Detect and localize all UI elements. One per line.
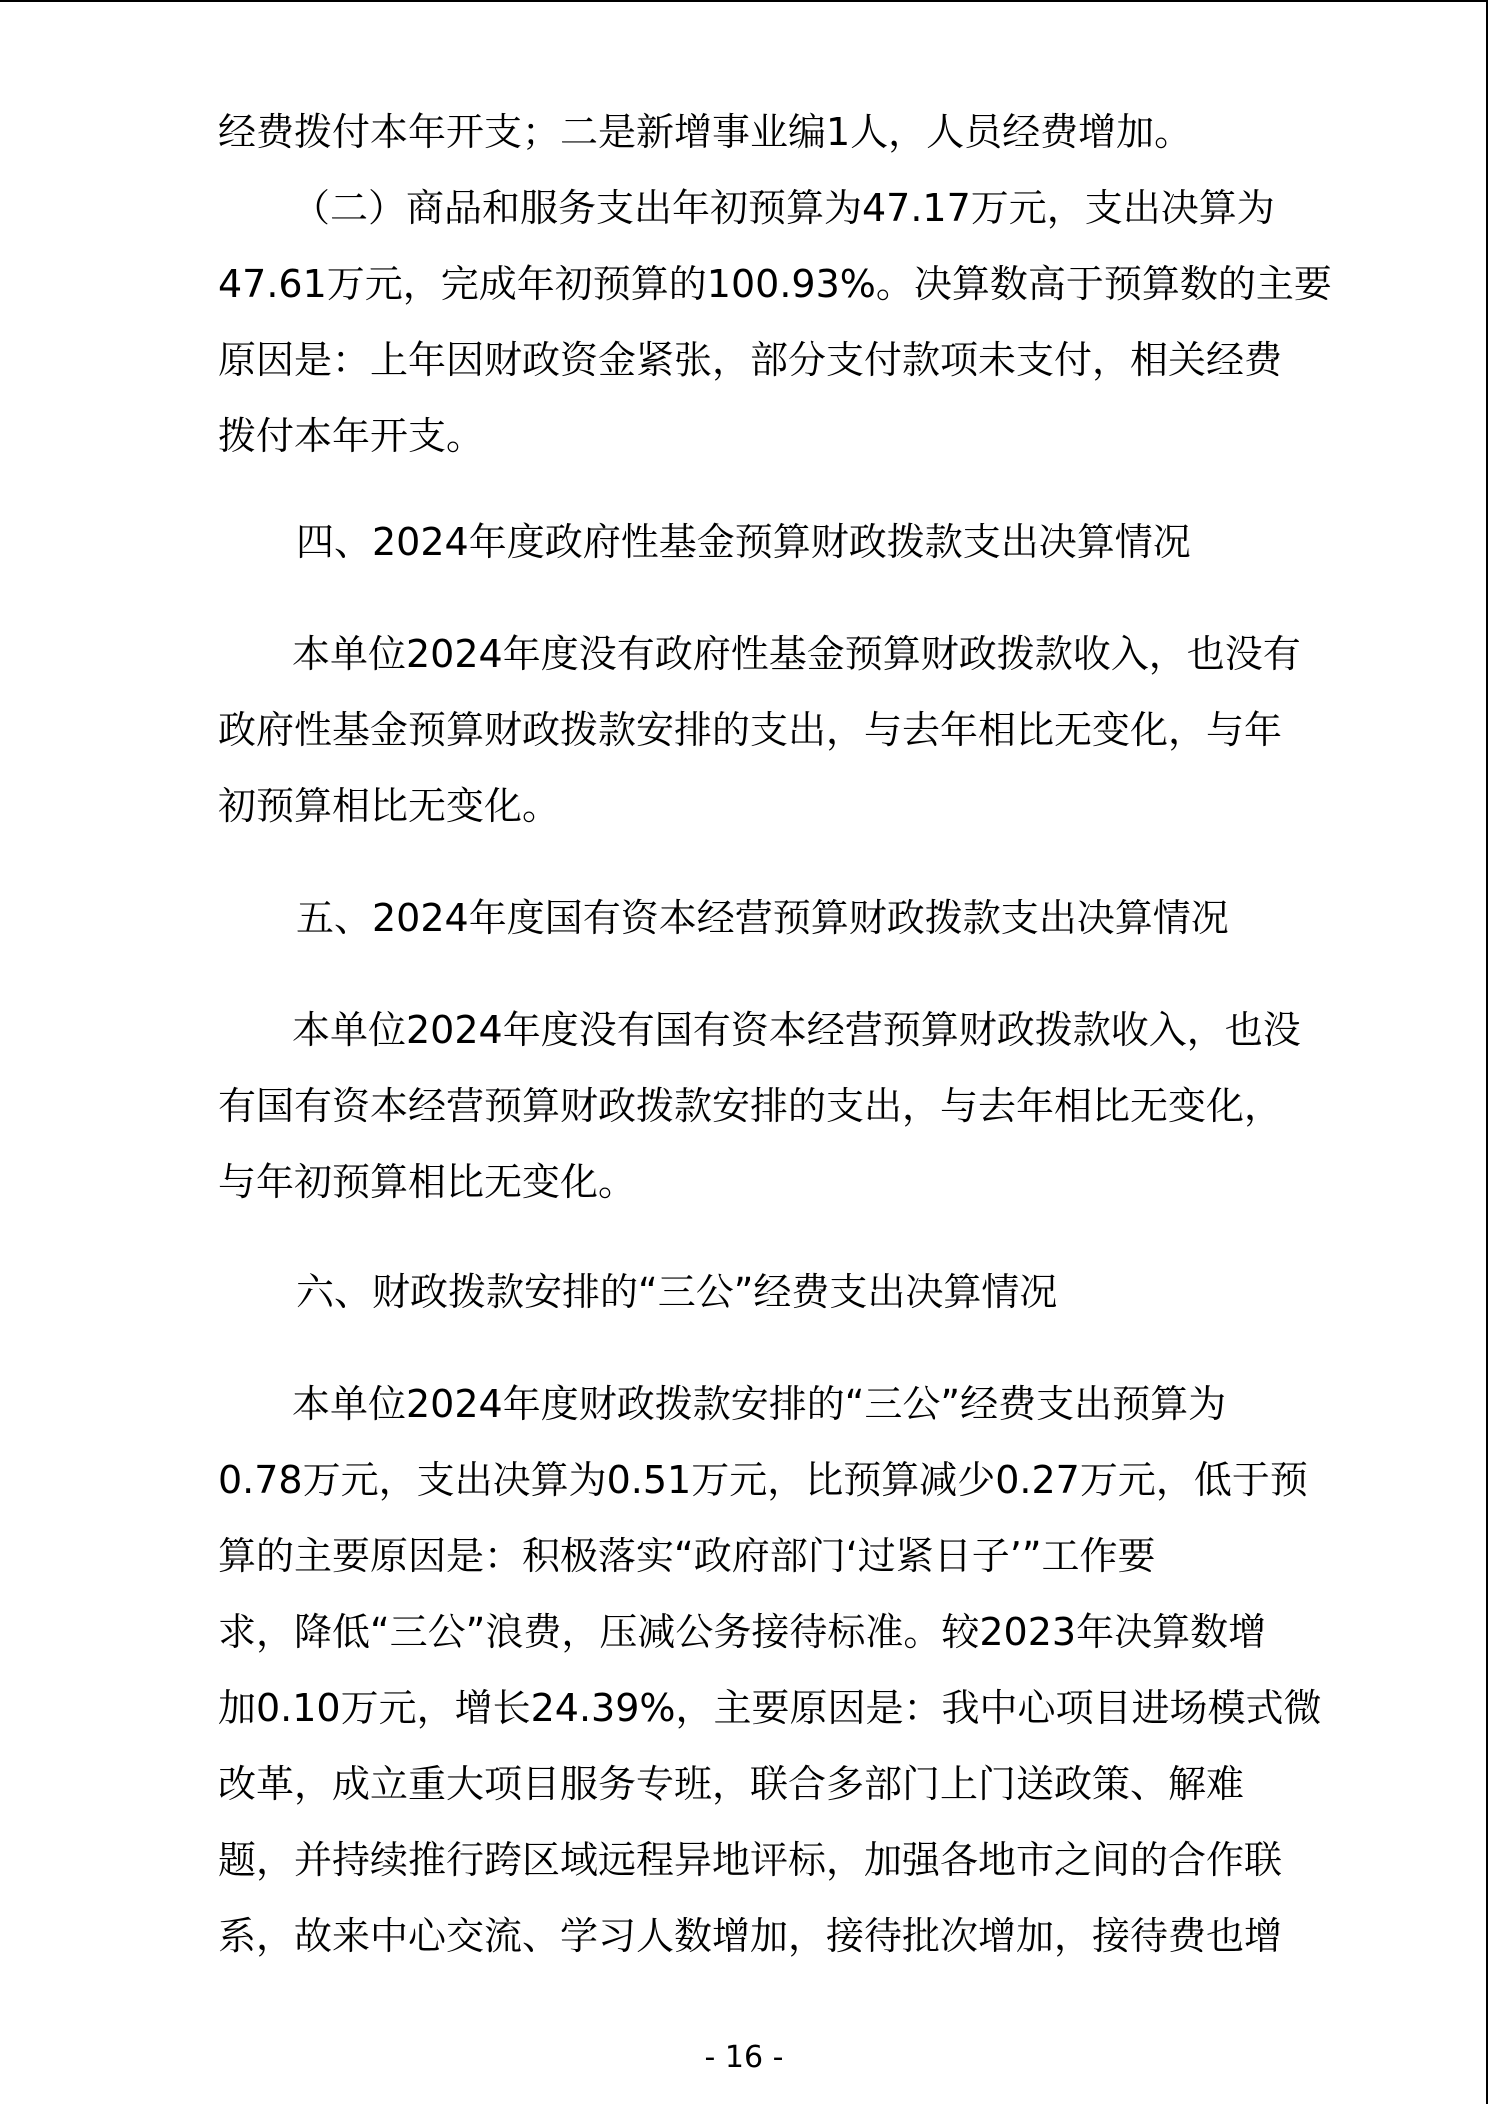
text-line: 与年初预算相比无变化。 <box>218 1160 637 1204</box>
section-heading: 六、财政拨款安排的“三公”经费支出决算情况 <box>296 1270 1058 1314</box>
section-heading: 五、2024年度国有资本经营预算财政拨款支出决算情况 <box>296 896 1229 940</box>
text-line: 本单位2024年度没有政府性基金预算财政拨款收入，也没有 <box>292 632 1301 676</box>
section-heading: 四、2024年度政府性基金预算财政拨款支出决算情况 <box>296 520 1191 564</box>
text-line: 题，并持续推行跨区域远程异地评标，加强各地市之间的合作联 <box>218 1838 1283 1882</box>
text-line: 本单位2024年度财政拨款安排的“三公”经费支出预算为 <box>292 1382 1227 1426</box>
text-line: 系，故来中心交流、学习人数增加，接待批次增加，接待费也增 <box>218 1914 1283 1958</box>
text-line: （二）商品和服务支出年初预算为47.17万元，支出决算为 <box>292 186 1275 230</box>
text-line: 初预算相比无变化。 <box>218 784 561 828</box>
text-line: 改革，成立重大项目服务专班，联合多部门上门送政策、解难 <box>218 1762 1245 1806</box>
text-line: 政府性基金预算财政拨款安排的支出，与去年相比无变化，与年 <box>218 708 1283 752</box>
text-line: 求，降低“三公”浪费，压减公务接待标准。较2023年决算数增 <box>218 1610 1267 1654</box>
text-line: 加0.10万元，增长24.39%，主要原因是：我中心项目进场模式微 <box>218 1686 1322 1730</box>
text-line: 算的主要原因是：积极落实“政府部门‘过紧日子’”工作要 <box>218 1534 1156 1578</box>
text-line: 47.61万元，完成年初预算的100.93%。决算数高于预算数的主要 <box>218 262 1332 306</box>
text-line: 经费拨付本年开支；二是新增事业编1人，人员经费增加。 <box>218 110 1193 154</box>
text-line: 0.78万元，支出决算为0.51万元，比预算减少0.27万元，低于预 <box>218 1458 1308 1502</box>
text-line: 原因是：上年因财政资金紧张，部分支付款项未支付，相关经费 <box>218 338 1283 382</box>
text-line: 有国有资本经营预算财政拨款安排的支出，与去年相比无变化， <box>218 1084 1283 1128</box>
text-line: 拨付本年开支。 <box>218 414 485 458</box>
page-number: - 16 - <box>704 2040 784 2075</box>
text-line: 本单位2024年度没有国有资本经营预算财政拨款收入，也没 <box>292 1008 1301 1052</box>
